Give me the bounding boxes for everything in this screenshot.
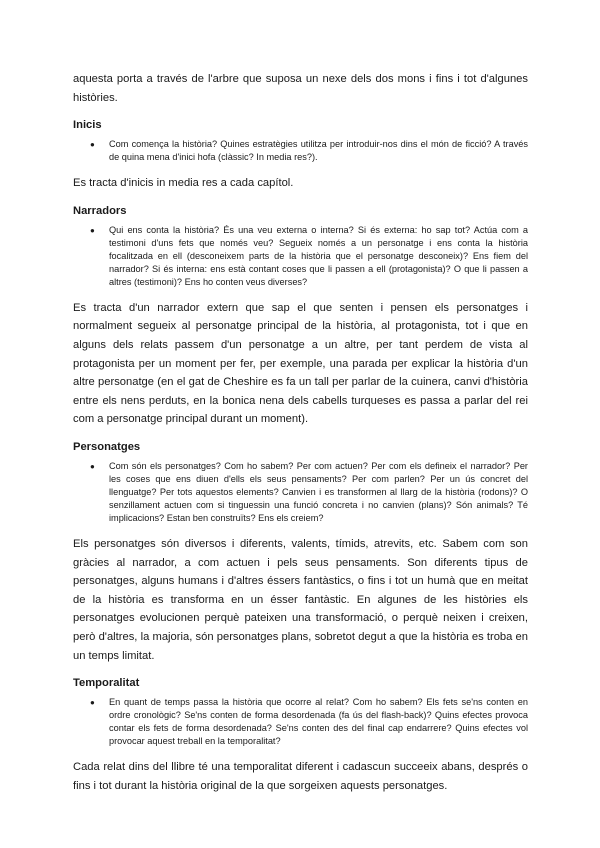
question-list [73, 460, 528, 525]
section-personatges [73, 440, 528, 665]
question-text: Com comença la història? Quines estratègies utilitza per introduir-nos dins el món de ficció? A través de quina mena d'inici hofa (clàssic? In media res?). [109, 139, 528, 163]
bullet-icon: ● [90, 461, 95, 471]
section-inicis [73, 118, 528, 193]
question-list [73, 224, 528, 289]
question-text: En quant de temps passa la història que ocorre al relat? Com ho sabem? Els fets se'ns conten en ordre cronològic? Se'ns conten de forma desordenada (fa ús del flash-back)? Quins efectes provoca contar els fets de forma desordenada? Se'ns conten des del final cap endarrere? Quins efectes vol provocar aquest treball en la temporalitat? [109, 697, 528, 747]
answer-paragraph: Els personatges són diversos i diferents, valents, tímids, atrevits, etc. Sabem com son gràcies al narrador, a com actuen i pels seus pensaments. Son diferents tipus de personatges, alguns humans i d'altres éssers fantàstics, o fins i tot un humà que en meitat de la història es transforma en un ésser fantàstic. En algunes de les històries els personatges evolucionen perquè pateixen una transformació, o perquè neixen i creixen, però d'altres, la majoria, són personatges plans, sobretot degut a que la història es troba en un temps limitat. [73, 537, 528, 662]
question-list [73, 138, 528, 164]
section-title: Personatges [73, 440, 141, 453]
intro-paragraph: aquesta porta a través de l'arbre que suposa un nexe dels dos mons i fins i tot d'algunes històries. [73, 73, 528, 104]
section-temporalitat [73, 676, 528, 795]
section-title: Temporalitat [73, 677, 140, 690]
question-text: Com són els personatges? Com ho sabem? Per com actuen? Per com els defineix el narrador? Per les coses que ens diuen d'ells els seus pensaments? Per com parlen? Per un ús concret del llenguatge? Per tots aquestos elements? Canvien i es transformen al llarg de la història (rodons)? O senzillament actuen com si tinguessin una funció concreta i no canvien (plans)? Són animals? Té implicacions? Estan ben construïts? Ens els creiem? [109, 460, 528, 523]
section-narradors [73, 204, 528, 429]
section-title: Inicis [73, 119, 102, 132]
question-list [73, 696, 528, 748]
section-title: Narradors [73, 204, 127, 217]
question-text: Qui ens conta la història? És una veu externa o interna? Si és externa: ho sap tot? Actúa com a testimoni d'uns fets que només veu? Segueix només a un personatge i ens conta la història focalitzada en ell (desconeixem parts de la història que el personatge desconeix)? Ens fiem del narrador? Si és interna: ens està contant coses que li passen a ell (protagonista)? O que li passen a altres (testimoni)? Ens ho conten veus diverses? [109, 224, 528, 287]
bullet-icon: ● [90, 225, 95, 235]
list-item [73, 696, 528, 748]
document-page [73, 70, 528, 795]
answer-paragraph: Cada relat dins del llibre té una temporalitat diferent i cadascun succeeix abans, després o fins i tot durant la història original de la que sorgeixen aquests personatges. [73, 761, 528, 792]
answer-paragraph: Es tracta d'inicis in media res a cada capítol. [73, 177, 294, 190]
list-item [73, 224, 528, 289]
list-item [73, 138, 528, 164]
list-item [73, 460, 528, 525]
answer-paragraph: Es tracta d'un narrador extern que sap el que senten i pensen els personatges i normalment segueix al personatge principal de la història, al protagonista, tot i que en alguns dels relats passem d'un personatge a un altre, per tant perdem de vista al protagonista per un moment per fer, per exemple, una parada per explicar la història d'un altre personatge (en el gat de Cheshire es fa un tall per parlar de la cuinera, canvi d'història entre els nens perduts, en la bonica nena dels cabells turqueses es passa a parlar del rei com a personatge principal durant un moment). [73, 301, 528, 426]
bullet-icon: ● [90, 140, 95, 150]
bullet-icon: ● [90, 698, 95, 708]
